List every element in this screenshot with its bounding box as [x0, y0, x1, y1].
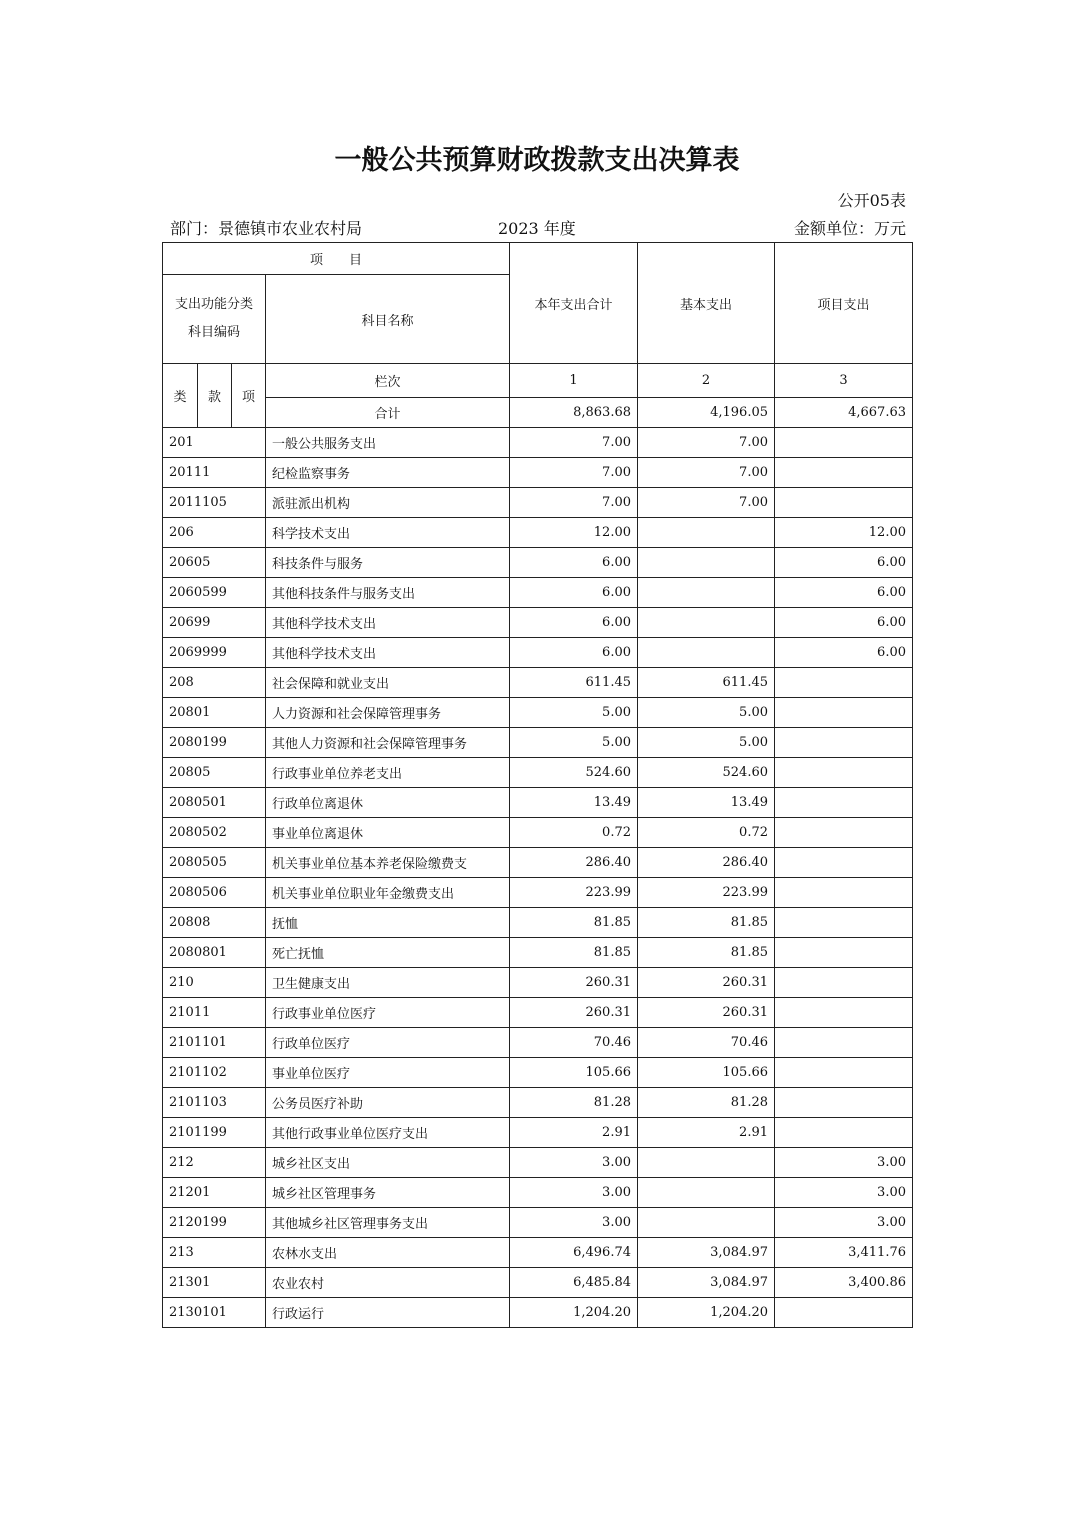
cell-subject-name: 死亡抚恤	[266, 938, 510, 968]
cell-project	[775, 1058, 913, 1088]
cell-project: 6.00	[775, 638, 913, 668]
cell-basic: 81.85	[638, 938, 775, 968]
cell-subject-name: 派驻派出机构	[266, 488, 510, 518]
cell-code: 2101102	[163, 1058, 266, 1088]
cell-total: 3.00	[510, 1178, 638, 1208]
cell-subject-name: 科技条件与服务	[266, 548, 510, 578]
cell-subject-name: 科学技术支出	[266, 518, 510, 548]
cell-total: 260.31	[510, 998, 638, 1028]
total-label: 合计	[266, 398, 510, 428]
cell-project	[775, 728, 913, 758]
cell-project	[775, 668, 913, 698]
cell-code: 2101101	[163, 1028, 266, 1058]
cell-code: 20699	[163, 608, 266, 638]
cell-total: 223.99	[510, 878, 638, 908]
cell-code: 2011105	[163, 488, 266, 518]
cell-project: 3.00	[775, 1148, 913, 1178]
cell-basic: 260.31	[638, 998, 775, 1028]
cell-basic	[638, 608, 775, 638]
cell-subject-name: 行政单位医疗	[266, 1028, 510, 1058]
header-func-code: 支出功能分类科目编码	[163, 275, 266, 364]
cell-project: 3,411.76	[775, 1238, 913, 1268]
cell-total: 286.40	[510, 848, 638, 878]
cell-code: 2080506	[163, 878, 266, 908]
cell-project	[775, 998, 913, 1028]
header-lei: 类	[163, 364, 198, 428]
cell-code: 20605	[163, 548, 266, 578]
cell-total: 6.00	[510, 548, 638, 578]
amount-unit: 金额单位：万元	[793, 219, 906, 238]
table-row	[163, 728, 913, 758]
cell-project	[775, 488, 913, 518]
cell-basic: 260.31	[638, 968, 775, 998]
header-n3: 3	[775, 364, 913, 398]
cell-project	[775, 1028, 913, 1058]
table-row	[163, 998, 913, 1028]
cell-project	[775, 788, 913, 818]
cell-project	[775, 818, 913, 848]
cell-subject-name: 其他城乡社区管理事务支出	[266, 1208, 510, 1238]
table-row	[163, 1178, 913, 1208]
cell-project	[775, 848, 913, 878]
table-row	[163, 548, 913, 578]
fiscal-year: 2023 年度	[498, 219, 576, 238]
cell-subject-name: 事业单位离退休	[266, 818, 510, 848]
cell-total: 81.85	[510, 908, 638, 938]
cell-basic	[638, 518, 775, 548]
table-code: 公开05表	[837, 191, 906, 210]
cell-basic: 81.28	[638, 1088, 775, 1118]
header-xiang: 项	[232, 364, 266, 428]
table-row	[163, 458, 913, 488]
cell-project	[775, 428, 913, 458]
cell-basic	[638, 638, 775, 668]
table-row	[163, 578, 913, 608]
table-row	[163, 638, 913, 668]
cell-project: 6.00	[775, 578, 913, 608]
cell-total: 81.28	[510, 1088, 638, 1118]
total-col3: 4,667.63	[775, 398, 913, 428]
cell-code: 20801	[163, 698, 266, 728]
table-row	[163, 758, 913, 788]
cell-project	[775, 878, 913, 908]
cell-total: 524.60	[510, 758, 638, 788]
cell-basic: 13.49	[638, 788, 775, 818]
cell-subject-name: 公务员医疗补助	[266, 1088, 510, 1118]
cell-subject-name: 农业农村	[266, 1268, 510, 1298]
cell-subject-name: 人力资源和社会保障管理事务	[266, 698, 510, 728]
cell-code: 2130101	[163, 1298, 266, 1328]
cell-total: 1,204.20	[510, 1298, 638, 1328]
cell-code: 20808	[163, 908, 266, 938]
cell-code: 2080505	[163, 848, 266, 878]
header-subject-name: 科目名称	[266, 275, 510, 364]
cell-basic: 611.45	[638, 668, 775, 698]
cell-subject-name: 社会保障和就业支出	[266, 668, 510, 698]
cell-subject-name: 其他科学技术支出	[266, 608, 510, 638]
cell-subject-name: 其他人力资源和社会保障管理事务	[266, 728, 510, 758]
cell-basic: 3,084.97	[638, 1238, 775, 1268]
cell-project: 6.00	[775, 608, 913, 638]
cell-total: 7.00	[510, 458, 638, 488]
table-row	[163, 908, 913, 938]
cell-code: 2080199	[163, 728, 266, 758]
cell-total: 12.00	[510, 518, 638, 548]
cell-total: 6.00	[510, 638, 638, 668]
budget-table	[162, 242, 913, 1328]
cell-subject-name: 其他科学技术支出	[266, 638, 510, 668]
table-row	[163, 428, 913, 458]
cell-basic: 0.72	[638, 818, 775, 848]
header-n1: 1	[510, 364, 638, 398]
page-title: 一般公共预算财政拨款支出决算表	[334, 145, 740, 176]
cell-subject-name: 一般公共服务支出	[266, 428, 510, 458]
cell-subject-name: 其他行政事业单位医疗支出	[266, 1118, 510, 1148]
cell-project	[775, 1088, 913, 1118]
cell-code: 2060599	[163, 578, 266, 608]
cell-code: 201	[163, 428, 266, 458]
cell-project	[775, 758, 913, 788]
cell-code: 2080801	[163, 938, 266, 968]
cell-project	[775, 1118, 913, 1148]
cell-code: 206	[163, 518, 266, 548]
cell-total: 5.00	[510, 698, 638, 728]
table-row	[163, 938, 913, 968]
header-lanci: 栏次	[266, 364, 510, 398]
header-col3: 项目支出	[775, 243, 913, 364]
cell-project	[775, 968, 913, 998]
table-row	[163, 668, 913, 698]
table-row	[163, 1298, 913, 1328]
cell-basic	[638, 578, 775, 608]
table-row	[163, 848, 913, 878]
cell-code: 21011	[163, 998, 266, 1028]
cell-basic	[638, 548, 775, 578]
cell-total: 6.00	[510, 608, 638, 638]
cell-basic: 81.85	[638, 908, 775, 938]
cell-project: 3.00	[775, 1208, 913, 1238]
cell-subject-name: 纪检监察事务	[266, 458, 510, 488]
table-row	[163, 788, 913, 818]
table-row	[163, 608, 913, 638]
cell-code: 213	[163, 1238, 266, 1268]
table-row	[163, 968, 913, 998]
cell-project	[775, 1298, 913, 1328]
header-col1: 本年支出合计	[510, 243, 638, 364]
cell-basic: 524.60	[638, 758, 775, 788]
cell-code: 20111	[163, 458, 266, 488]
table-row	[163, 1058, 913, 1088]
cell-project: 3.00	[775, 1178, 913, 1208]
cell-total: 6.00	[510, 578, 638, 608]
cell-total: 105.66	[510, 1058, 638, 1088]
cell-code: 2080501	[163, 788, 266, 818]
cell-basic: 105.66	[638, 1058, 775, 1088]
cell-subject-name: 行政事业单位养老支出	[266, 758, 510, 788]
cell-basic	[638, 1208, 775, 1238]
cell-subject-name: 农林水支出	[266, 1238, 510, 1268]
cell-project	[775, 938, 913, 968]
cell-basic: 7.00	[638, 458, 775, 488]
cell-basic: 223.99	[638, 878, 775, 908]
cell-subject-name: 机关事业单位基本养老保险缴费支	[266, 848, 510, 878]
cell-subject-name: 城乡社区管理事务	[266, 1178, 510, 1208]
cell-basic: 2.91	[638, 1118, 775, 1148]
cell-basic: 7.00	[638, 488, 775, 518]
table-row	[163, 1268, 913, 1298]
cell-code: 2101103	[163, 1088, 266, 1118]
cell-total: 0.72	[510, 818, 638, 848]
cell-project	[775, 458, 913, 488]
cell-subject-name: 行政运行	[266, 1298, 510, 1328]
cell-subject-name: 城乡社区支出	[266, 1148, 510, 1178]
cell-subject-name: 其他科技条件与服务支出	[266, 578, 510, 608]
table-row	[163, 1208, 913, 1238]
cell-subject-name: 机关事业单位职业年金缴费支出	[266, 878, 510, 908]
cell-basic	[638, 1148, 775, 1178]
cell-basic: 5.00	[638, 698, 775, 728]
cell-subject-name: 事业单位医疗	[266, 1058, 510, 1088]
cell-total: 6,496.74	[510, 1238, 638, 1268]
total-col1: 8,863.68	[510, 398, 638, 428]
table-row	[163, 1148, 913, 1178]
table-row	[163, 1238, 913, 1268]
cell-code: 21201	[163, 1178, 266, 1208]
table-row	[163, 878, 913, 908]
cell-code: 2101199	[163, 1118, 266, 1148]
cell-code: 20805	[163, 758, 266, 788]
cell-project	[775, 698, 913, 728]
cell-total: 260.31	[510, 968, 638, 998]
header-item: 项 目	[163, 243, 510, 275]
cell-code: 21301	[163, 1268, 266, 1298]
table-row	[163, 518, 913, 548]
cell-basic	[638, 1178, 775, 1208]
cell-project: 6.00	[775, 548, 913, 578]
header-n2: 2	[638, 364, 775, 398]
cell-total: 70.46	[510, 1028, 638, 1058]
cell-project: 12.00	[775, 518, 913, 548]
cell-subject-name: 卫生健康支出	[266, 968, 510, 998]
table-row	[163, 488, 913, 518]
total-col2: 4,196.05	[638, 398, 775, 428]
cell-total: 5.00	[510, 728, 638, 758]
cell-code: 2120199	[163, 1208, 266, 1238]
cell-basic: 70.46	[638, 1028, 775, 1058]
cell-project	[775, 908, 913, 938]
table-row	[163, 1028, 913, 1058]
cell-total: 3.00	[510, 1148, 638, 1178]
cell-code: 210	[163, 968, 266, 998]
header-kuan: 款	[198, 364, 232, 428]
department: 部门：景德镇市农业农村局	[170, 219, 363, 238]
cell-total: 611.45	[510, 668, 638, 698]
table-row	[163, 698, 913, 728]
cell-subject-name: 抚恤	[266, 908, 510, 938]
cell-total: 7.00	[510, 488, 638, 518]
cell-total: 6,485.84	[510, 1268, 638, 1298]
cell-basic: 286.40	[638, 848, 775, 878]
cell-subject-name: 行政事业单位医疗	[266, 998, 510, 1028]
cell-total: 7.00	[510, 428, 638, 458]
cell-total: 3.00	[510, 1208, 638, 1238]
cell-code: 2069999	[163, 638, 266, 668]
cell-basic: 3,084.97	[638, 1268, 775, 1298]
cell-total: 2.91	[510, 1118, 638, 1148]
cell-total: 13.49	[510, 788, 638, 818]
cell-code: 208	[163, 668, 266, 698]
table-row	[163, 1088, 913, 1118]
cell-total: 81.85	[510, 938, 638, 968]
table-row	[163, 1118, 913, 1148]
cell-code: 212	[163, 1148, 266, 1178]
header-col2: 基本支出	[638, 243, 775, 364]
cell-project: 3,400.86	[775, 1268, 913, 1298]
cell-basic: 7.00	[638, 428, 775, 458]
cell-basic: 5.00	[638, 728, 775, 758]
cell-code: 2080502	[163, 818, 266, 848]
table-row	[163, 818, 913, 848]
cell-subject-name: 行政单位离退休	[266, 788, 510, 818]
cell-basic: 1,204.20	[638, 1298, 775, 1328]
